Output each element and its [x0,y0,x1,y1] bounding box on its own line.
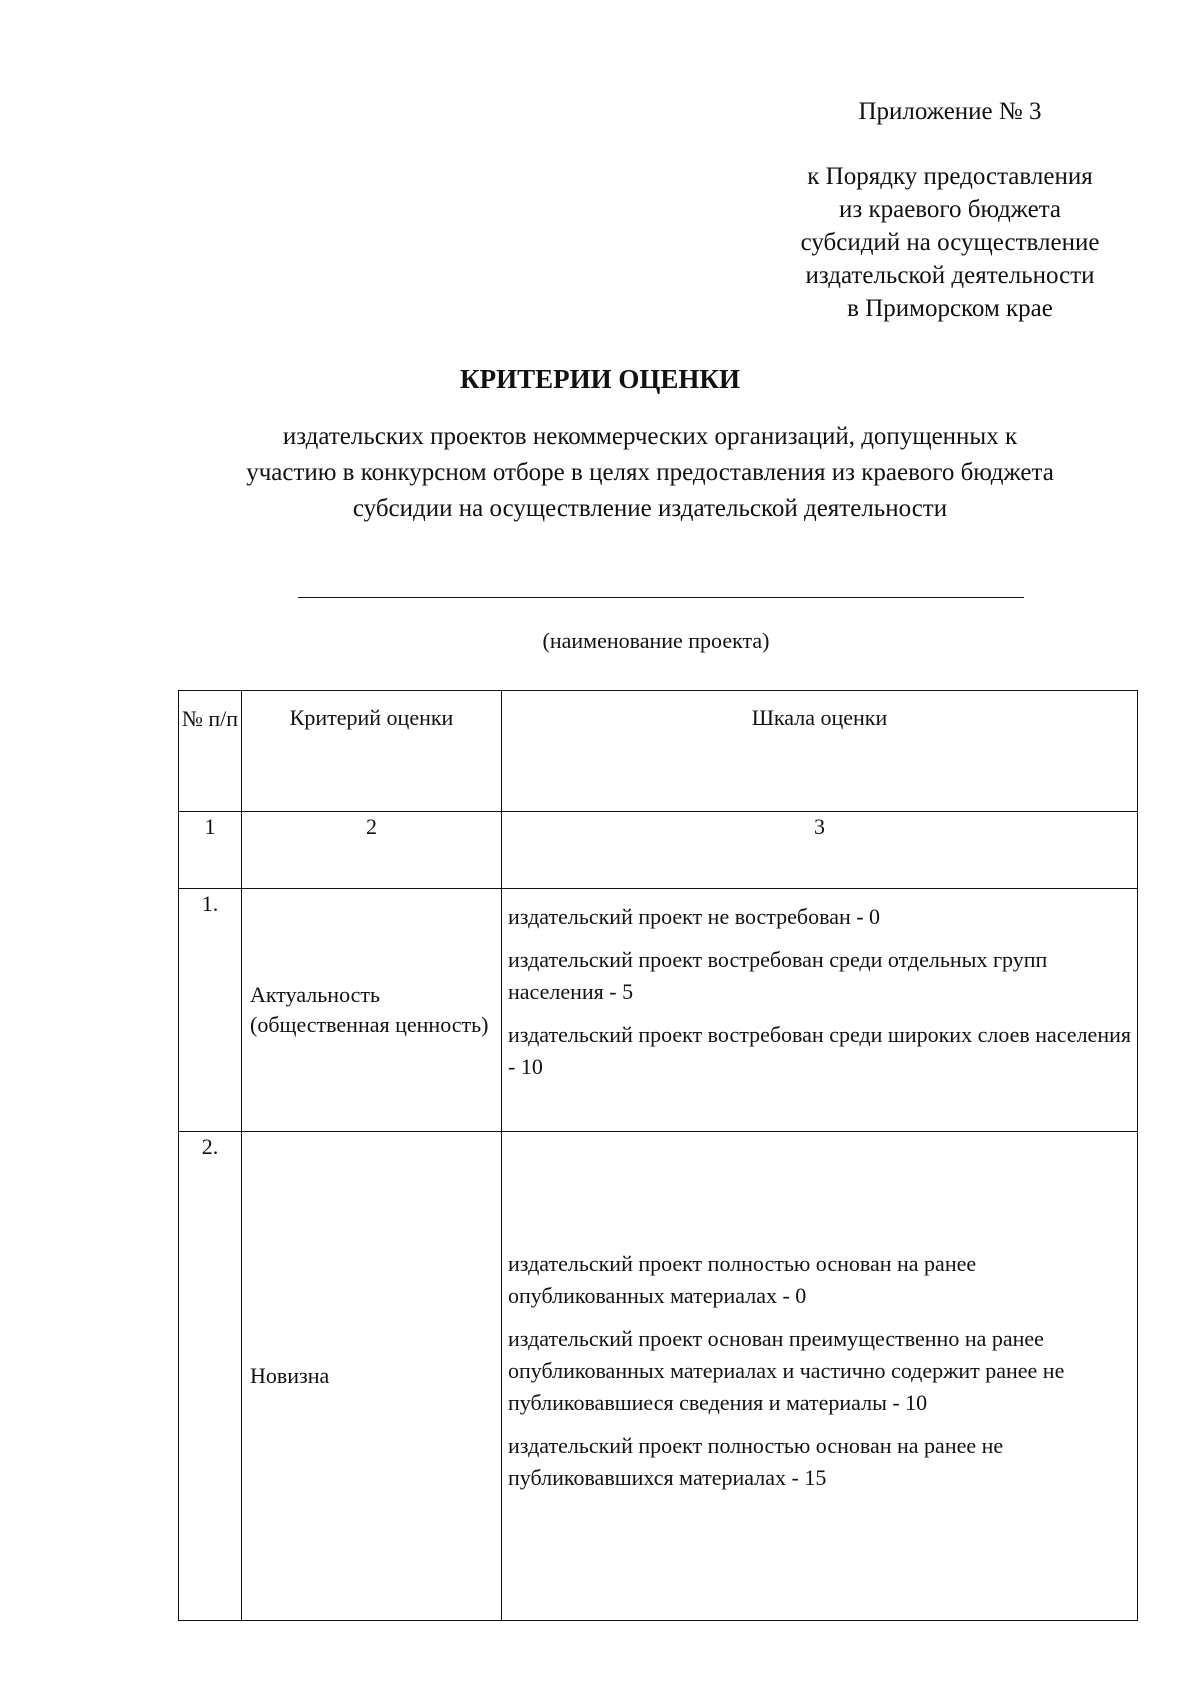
row-scale [502,889,1138,1132]
document-title: КРИТЕРИИ ОЦЕНКИ [460,364,740,394]
scale-item: издательский проект полностью основан на ранее не публиковавшихся материалах - 15 [508,1432,1004,1490]
appendix-line: в Приморском крае [847,295,1053,322]
index-cell: 2 [242,812,502,889]
criteria-table [178,690,1138,1621]
appendix-line: к Порядку предоставления [807,163,1093,190]
table-row [179,1132,1138,1621]
table-index-row [179,812,1138,889]
appendix-reference [760,160,1140,325]
scale-item: издательский проект востребован среди широких слоев населения - 10 [508,1022,1131,1079]
row-number: 1. [179,889,242,1132]
row-criterion: Новизна [242,1132,502,1621]
index-cell: 1 [179,812,242,889]
row-scale [502,1132,1138,1621]
appendix-line: субсидий на осуществление [800,229,1100,256]
appendix-number: Приложение № 3 [858,98,1042,125]
header-scale: Шкала оценки [502,691,1138,812]
document-subtitle [150,420,1150,528]
row-criterion: Актуальность (общественная ценность) [242,889,502,1132]
subtitle-line: издательских проектов некоммерческих организаций, допущенных к [282,423,1018,450]
row-number: 2. [179,1132,242,1621]
header-criterion: Критерий оценки [242,691,502,812]
scale-item: издательский проект не востребован - 0 [508,904,881,929]
scale-item: издательский проект полностью основан на ранее опубликованных материалах - 0 [508,1250,977,1308]
index-cell: 3 [502,812,1138,889]
subtitle-line: субсидии на осуществление издательской деятельности [352,495,948,522]
scale-item: издательский проект востребован среди отдельных групп населения - 5 [508,947,1048,1004]
table-header-row [179,691,1138,812]
table-row [179,889,1138,1132]
scale-item: издательский проект основан преимущественно на ранее опубликованных материалах и частично содержит ранее не публиковавшиеся сведения и материалы - 10 [508,1325,1065,1415]
subtitle-line: участию в конкурсном отборе в целях предоставления из краевого бюджета [246,459,1054,486]
appendix-line: из краевого бюджета [838,196,1062,223]
project-name-line [298,597,1024,598]
header-num: № п/п [179,691,242,812]
project-name-caption: (наименование проекта) [542,628,770,653]
appendix-line: издательской деятельности [805,262,1095,289]
